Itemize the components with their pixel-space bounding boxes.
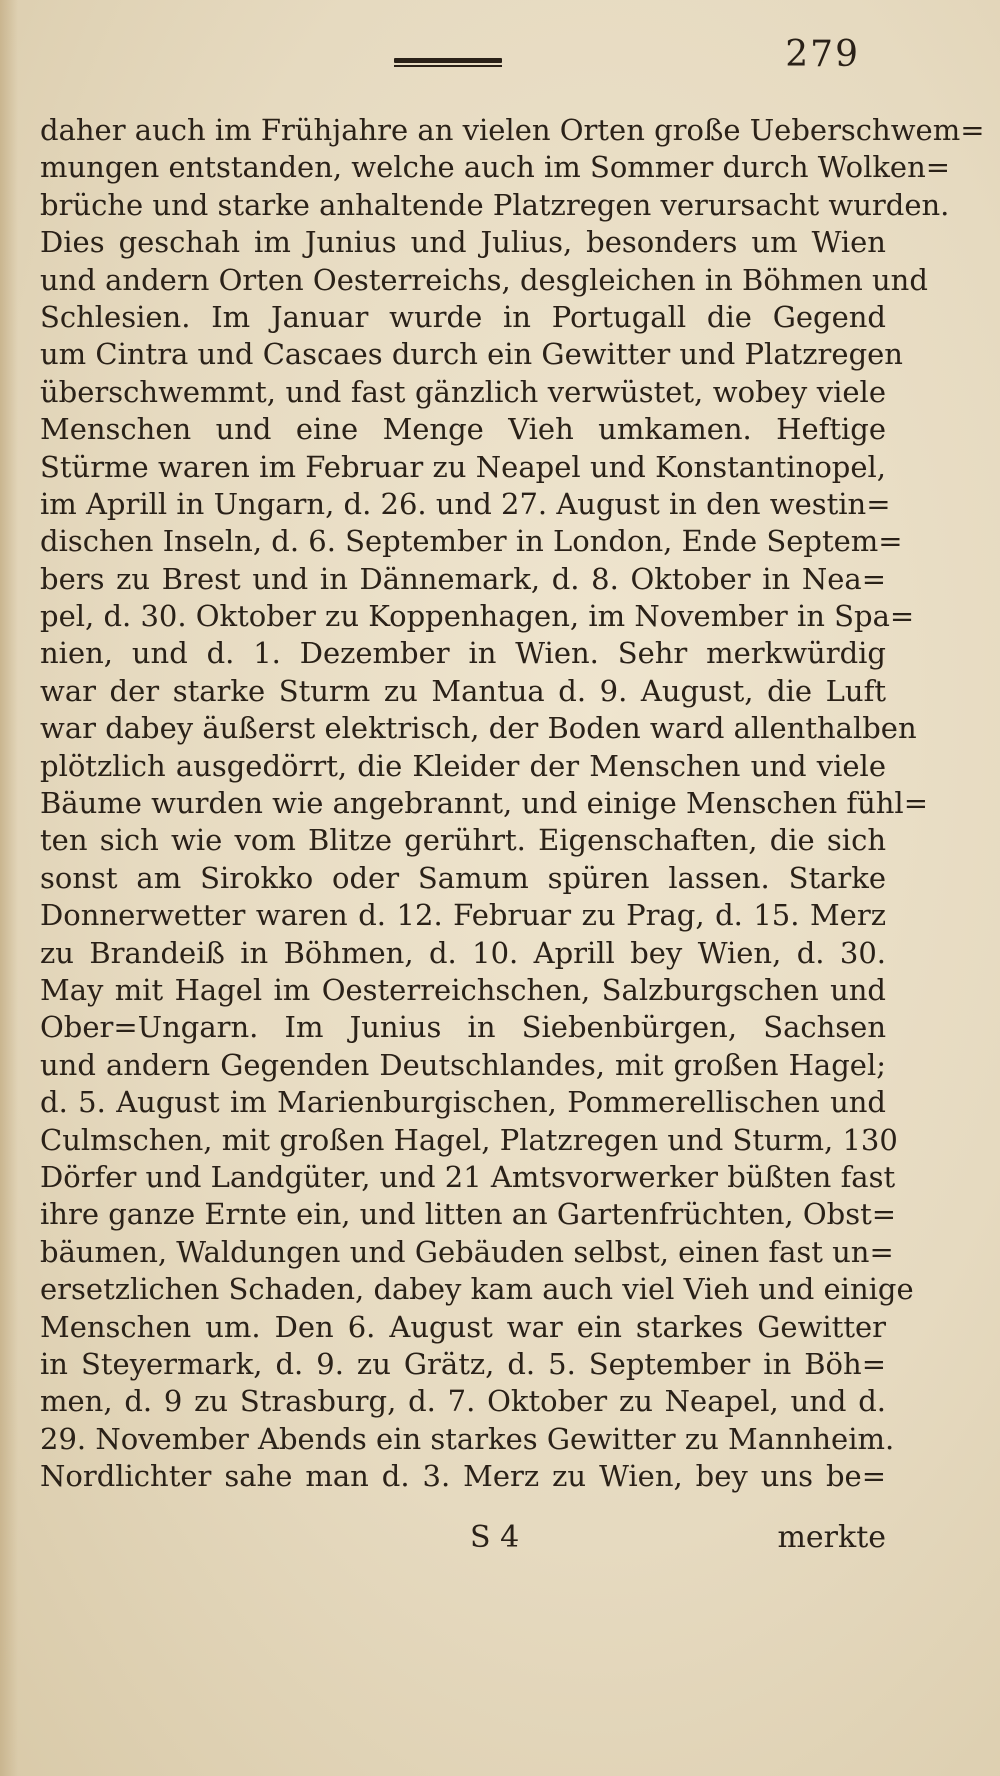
- text-line: mungen entstanden, welche auch im Sommer durch Wolken=: [40, 150, 951, 185]
- text-line: bers zu Brest und in Dännemark, d. 8. Oktober in Nea=: [40, 561, 886, 596]
- text-line: Menschen und eine Menge Vieh umkamen. Heftige: [40, 412, 886, 447]
- text-line: im Aprill in Ungarn, d. 26. und 27. August in den westin=: [40, 486, 891, 521]
- text-line: war der starke Sturm zu Mantua d. 9. August, die Luft: [40, 673, 886, 708]
- text-line: brüche und starke anhaltende Platzregen verursacht wurden.: [40, 187, 950, 222]
- text-line: war dabey äußerst elektrisch, der Boden ward allenthalben: [40, 711, 917, 746]
- page-number: 279: [785, 34, 860, 75]
- header-rule-thin: [394, 65, 502, 67]
- text-line: plötzlich ausgedörrt, die Kleider der Menschen und viele: [40, 748, 886, 783]
- header-rule: [394, 58, 502, 68]
- text-line: Dies geschah im Junius und Julius, besonders um Wien: [40, 225, 886, 260]
- body-text: [40, 112, 985, 1495]
- text-line: ihre ganze Ernte ein, und litten an Gartenfrüchten, Obst=: [40, 1197, 897, 1232]
- text-line: und andern Gegenden Deutschlandes, mit großen Hagel;: [40, 1047, 886, 1082]
- text-line: Dörfer und Landgüter, und 21 Amtsvorwerker büßten fast: [40, 1159, 896, 1194]
- text-line: Donnerwetter waren d. 12. Februar zu Prag, d. 15. Merz: [40, 898, 886, 933]
- catchword: merkte: [777, 1520, 886, 1555]
- text-line: Bäume wurden wie angebrannt, und einige Menschen fühl=: [40, 786, 928, 821]
- text-line: daher auch im Frühjahre an vielen Orten große Ueberschwem=: [40, 113, 985, 147]
- text-line: 29. November Abends ein starkes Gewitter zu Mannheim.: [40, 1421, 895, 1456]
- text-line: ten sich wie vom Blitze gerührt. Eigenschaften, die sich: [40, 823, 886, 858]
- text-line: überschwemmt, und fast gänzlich verwüstet, wobey viele: [40, 374, 886, 409]
- text-line: dischen Inseln, d. 6. September in London, Ende Septem=: [40, 524, 903, 559]
- text-line: Stürme waren im Februar zu Neapel und Konstantinopel,: [40, 449, 886, 484]
- text-line: d. 5. August im Marienburgischen, Pommerellischen und: [40, 1085, 886, 1120]
- text-line: Menschen um. Den 6. August war ein starkes Gewitter: [40, 1309, 886, 1344]
- header-rule-thick: [394, 58, 502, 63]
- page-footer: [0, 1520, 1000, 1560]
- text-line: bäumen, Waldungen und Gebäuden selbst, einen fast un=: [40, 1234, 894, 1269]
- text-line: in Steyermark, d. 9. zu Grätz, d. 5. September in Böh=: [40, 1346, 886, 1381]
- text-line: Ober=Ungarn. Im Junius in Siebenbürgen, Sachsen: [40, 1010, 886, 1045]
- text-line: Schlesien. Im Januar wurde in Portugall die Gegend: [40, 299, 886, 334]
- text-line: ersetzlichen Schaden, dabey kam auch viel Vieh und einige: [40, 1272, 914, 1307]
- text-line: um Cintra und Cascaes durch ein Gewitter und Platzregen: [40, 337, 903, 372]
- text-line: sonst am Sirokko oder Samum spüren lassen. Starke: [40, 860, 886, 895]
- text-line: zu Brandeiß in Böhmen, d. 10. Aprill bey Wien, d. 30.: [40, 935, 886, 970]
- text-line: Culmschen, mit großen Hagel, Platzregen und Sturm, 130: [40, 1122, 898, 1157]
- text-line: pel, d. 30. Oktober zu Koppenhagen, im November in Spa=: [40, 599, 915, 634]
- text-line: May mit Hagel im Oesterreichschen, Salzburgschen und: [40, 972, 886, 1007]
- text-line: men, d. 9 zu Strasburg, d. 7. Oktober zu Neapel, und d.: [40, 1384, 886, 1419]
- signature-mark: S 4: [470, 1520, 520, 1555]
- text-line: und andern Orten Oesterreichs, desgleichen in Böhmen und: [40, 262, 928, 297]
- text-line: nien, und d. 1. Dezember in Wien. Sehr merkwürdig: [40, 636, 886, 671]
- text-line: Nordlichter sahe man d. 3. Merz zu Wien, bey uns be=: [40, 1459, 886, 1494]
